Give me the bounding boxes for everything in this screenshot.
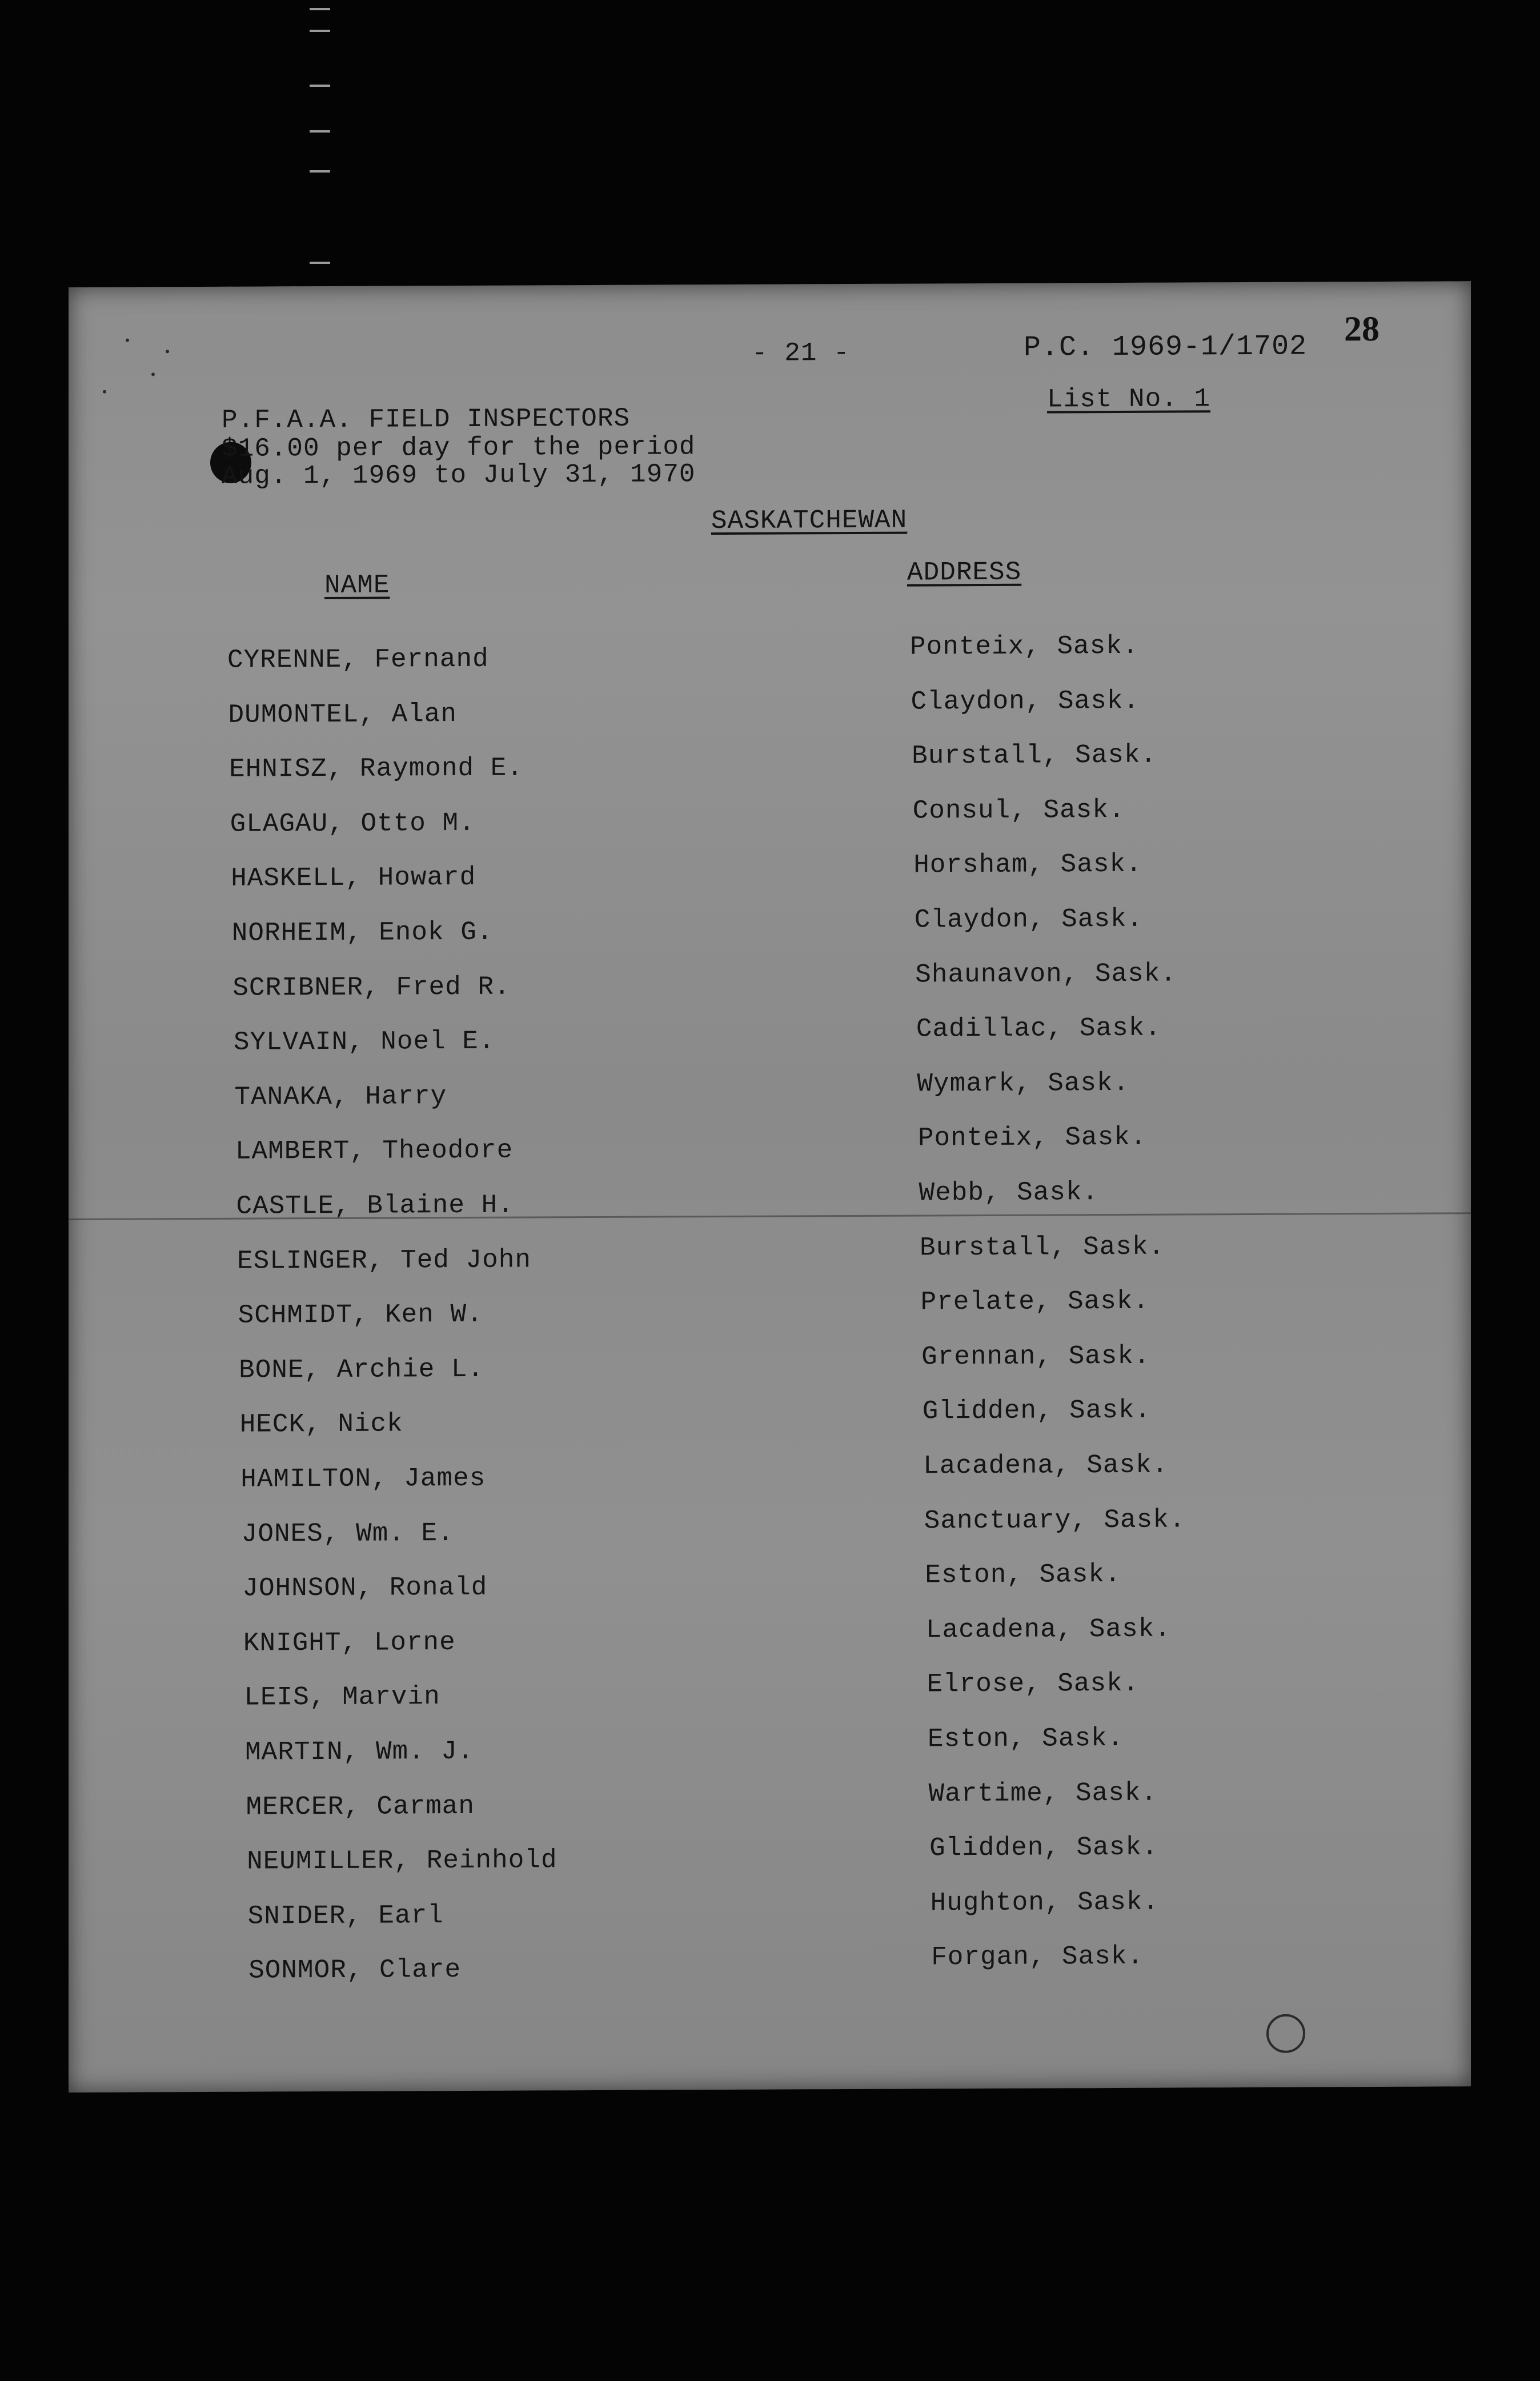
sheet-number: 28 [1344, 309, 1379, 349]
dust-speck [151, 372, 155, 376]
dust-speck [103, 390, 106, 394]
inspector-address: Wymark, Sask. [917, 1068, 1130, 1099]
inspector-name: SCHMIDT, Ken W. [238, 1300, 483, 1330]
inspector-address: Glidden, Sask. [922, 1396, 1152, 1426]
heading-line-2: $16.00 per day for the period [222, 432, 696, 464]
inspector-address: Elrose, Sask. [927, 1669, 1140, 1699]
inspector-address: Lacadena, Sask. [923, 1450, 1169, 1481]
name-column-header: NAME [324, 570, 390, 601]
inspector-name: CASTLE, Blaine H. [236, 1190, 514, 1221]
inspector-address: Grennan, Sask. [921, 1341, 1150, 1372]
list-label: List No. 1 [1047, 384, 1211, 415]
document-page [69, 281, 1471, 2093]
inspector-address: Wartime, Sask. [928, 1778, 1158, 1809]
inspector-address: Cadillac, Sask. [916, 1013, 1161, 1044]
inspector-address: Shaunavon, Sask. [915, 959, 1177, 990]
inspector-address: Consul, Sask. [912, 795, 1125, 826]
inspector-name: LAMBERT, Theodore [235, 1135, 514, 1167]
inspector-name: NORHEIM, Enok G. [231, 917, 494, 948]
inspector-address: Eston, Sask. [928, 1723, 1124, 1754]
inspector-name: SCRIBNER, Fred R. [232, 972, 511, 1003]
province-heading: SASKATCHEWAN [711, 505, 908, 536]
dust-speck [166, 350, 169, 353]
heading-line-3: Aug. 1, 1969 to July 31, 1970 [222, 459, 696, 491]
inspector-name: CYRENNE, Fernand [227, 644, 489, 675]
inspector-address: Hughton, Sask. [930, 1887, 1160, 1918]
inspector-name: MARTIN, Wm. J. [245, 1736, 474, 1767]
inspector-address: Lacadena, Sask. [925, 1614, 1171, 1645]
inspector-name: GLAGAU, Otto M. [230, 808, 475, 839]
heading-line-1: P.F.A.A. FIELD INSPECTORS [222, 403, 631, 435]
order-number: P.C. 1969-1/1702 [1024, 330, 1308, 364]
inspector-address: Claydon, Sask. [914, 904, 1144, 935]
film-frame-mark [310, 85, 330, 87]
inspector-name: JOHNSON, Ronald [242, 1572, 488, 1604]
inspector-address: Burstall, Sask. [912, 740, 1157, 771]
inspector-name: NEUMILLER, Reinhold [247, 1845, 558, 1877]
inspector-name: LEIS, Marvin [244, 1682, 440, 1713]
inspector-name: ESLINGER, Ted John [237, 1245, 531, 1276]
archive-stamp-icon [1266, 2014, 1305, 2053]
inspector-name: KNIGHT, Lorne [243, 1627, 456, 1658]
inspector-name: TANAKA, Harry [234, 1081, 447, 1112]
inspector-address: Eston, Sask. [925, 1560, 1121, 1590]
inspector-name: HAMILTON, James [240, 1463, 486, 1494]
inspector-name: DUMONTEL, Alan [228, 699, 458, 730]
inspector-address: Horsham, Sask. [913, 849, 1142, 880]
film-frame-mark [310, 130, 330, 133]
inspector-address: Prelate, Sask. [920, 1286, 1150, 1317]
dust-speck [126, 339, 129, 342]
inspector-name: HECK, Nick [239, 1409, 403, 1440]
inspector-name: HASKELL, Howard [231, 863, 476, 894]
inspector-name: SYLVAIN, Noel E. [233, 1026, 495, 1057]
inspector-address: Sanctuary, Sask. [924, 1505, 1186, 1536]
inspector-address: Webb, Sask. [919, 1177, 1099, 1208]
address-column-header: ADDRESS [907, 557, 1022, 588]
inspector-address: Ponteix, Sask. [917, 1123, 1147, 1153]
film-frame-mark [310, 170, 330, 173]
film-frame-mark [310, 30, 330, 32]
inspector-name: JONES, Wm. E. [241, 1518, 454, 1549]
inspector-name: SONMOR, Clare [248, 1955, 462, 1986]
inspector-name: MERCER, Carman [246, 1791, 475, 1822]
inspector-address: Claydon, Sask. [911, 686, 1140, 717]
inspector-address: Burstall, Sask. [920, 1232, 1165, 1263]
inspector-name: SNIDER, Earl [247, 1900, 444, 1931]
inspector-address: Forgan, Sask. [931, 1942, 1144, 1973]
page-label: - 21 - [752, 338, 850, 368]
inspector-name: EHNISZ, Raymond E. [229, 753, 523, 784]
inspector-address: Ponteix, Sask. [910, 631, 1139, 662]
film-frame-mark [310, 8, 330, 10]
inspector-address: Glidden, Sask. [929, 1832, 1158, 1863]
inspector-name: BONE, Archie L. [239, 1354, 484, 1385]
film-frame-mark [310, 262, 330, 264]
